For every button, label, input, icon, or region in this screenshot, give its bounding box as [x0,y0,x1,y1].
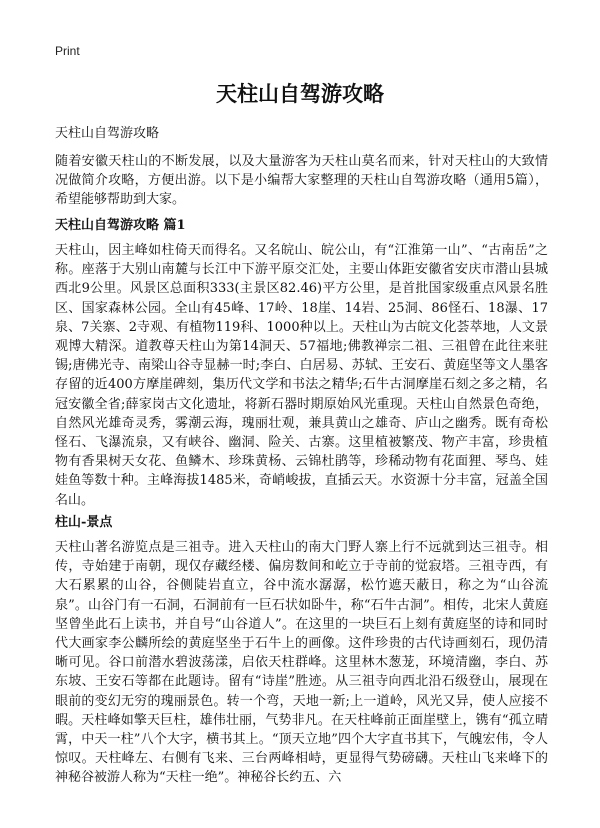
section-heading: 天柱山自驾游攻略 篇1 [55,218,186,233]
document-subtitle: 天柱山自驾游攻略 [55,126,160,141]
section-paragraph: 天柱山，因主峰如柱倚天而得名。又名皖山、皖公山，有“江淮第一山”、“古南岳”之称。座落于大别山南麓与长江中下游平原交汇处，主要山体距安徽省安庆市潜山县城西北9公里。风景区总面积333(主景区82.46)平方公里，是首批国家级重点风景名胜区、国家森林公园。全山有45峰、17岭、18崖、14岩、25洞、86怪石、18瀑、17泉、7关寨、2寺观、有植物119科、1000种以上。天柱山为古皖文化荟萃地，人文景观博大精深。道教尊天柱山为第14洞天、57福地;佛教禅宗二祖、三祖曾在此往来驻锡;唐佛光寺、南梁山谷寺显赫一时;李白、白居易、苏轼、王安石、黄庭坚等文人墨客存留的近400方摩崖碑刻，集历代文学和书法之精华;石牛古洞摩崖石刻之多之精，名冠安徽全省;薛家岗古文化遗址，将新石器时期原始风光重现。天柱山自然景色奇绝，自然风光雄奇灵秀，雾潮云海，瑰丽壮观，兼具黄山之雄奇、庐山之幽秀。既有奇松怪石、飞瀑流泉，又有峡谷、幽洞、险关、古寨。这里植被繁茂、物产丰富，珍贵植物有香果树天女花、鱼鳞木、珍珠黄杨、云锦杜鹃等，珍稀动物有花面狸、琴鸟、娃娃鱼等数十种。主峰海拔1485米，奇峭峻拔，直插云天。水资源十分丰富，冠盖全国名山。 [55,243,548,508]
print-link[interactable]: Print [55,44,80,58]
page-title: 天柱山自驾游攻略 [216,81,384,106]
section-paragraph: 天柱山著名游览点是三祖寺。进入天柱山的南大门野人寨上行不远就到达三祖寺。相传，寺始建于南朝，现仅存藏经楼、偏房数间和屹立于寺前的觉寂塔。三祖寺西，有大石累累的山谷，谷侧陡岩直立，谷中流水潺潺，松竹遮天蔽日，称之为“山谷流泉”。山谷门有一石洞，石洞前有一巨石状如卧牛，称“石牛古洞”。相传，北宋人黄庭坚曾坐此石上读书，并自号“山谷道人”。在这里的一块巨石上刻有黄庭坚的诗和同时代大画家李公麟所绘的黄庭坚坐于石牛上的画像。这件珍贵的古代诗画刻石，现仍清晰可见。谷口前潜水碧波荡漾，启依天柱群峰。这里林木葱茏，环境清幽，李白、苏东坡、王安石等都在此题诗。留有“诗崖”胜迹。从三祖寺向西北沿石级登山，展现在眼前的变幻无穷的瑰丽景色。转一个弯，天地一新;上一道岭，风光又异，使人应接不暇。天柱峰如擎天巨柱，雄伟壮丽，气势非凡。在天柱峰前正面崖壁上，镌有“孤立晴霄，中天一柱”八个大字，横书其上。“顶天立地”四个大字直书其下，气魄宏伟，令人惊叹。天柱峰左、右侧有飞来、三台两峰相峙，更显得气势磅礴。天柱山飞来峰下的神秘谷被游人称为“天柱一绝”。神秘谷长约五、六 [55,540,548,786]
section-heading: 柱山-景点 [55,515,113,530]
intro-paragraph: 随着安徽天柱山的不断发展，以及大量游客为天柱山莫名而来，针对天柱山的大致情况做简介攻略，方便出游。以下是小编帮大家整理的天柱山自驾游攻略（通用5篇），希望能够帮助到大家。 [55,154,548,208]
